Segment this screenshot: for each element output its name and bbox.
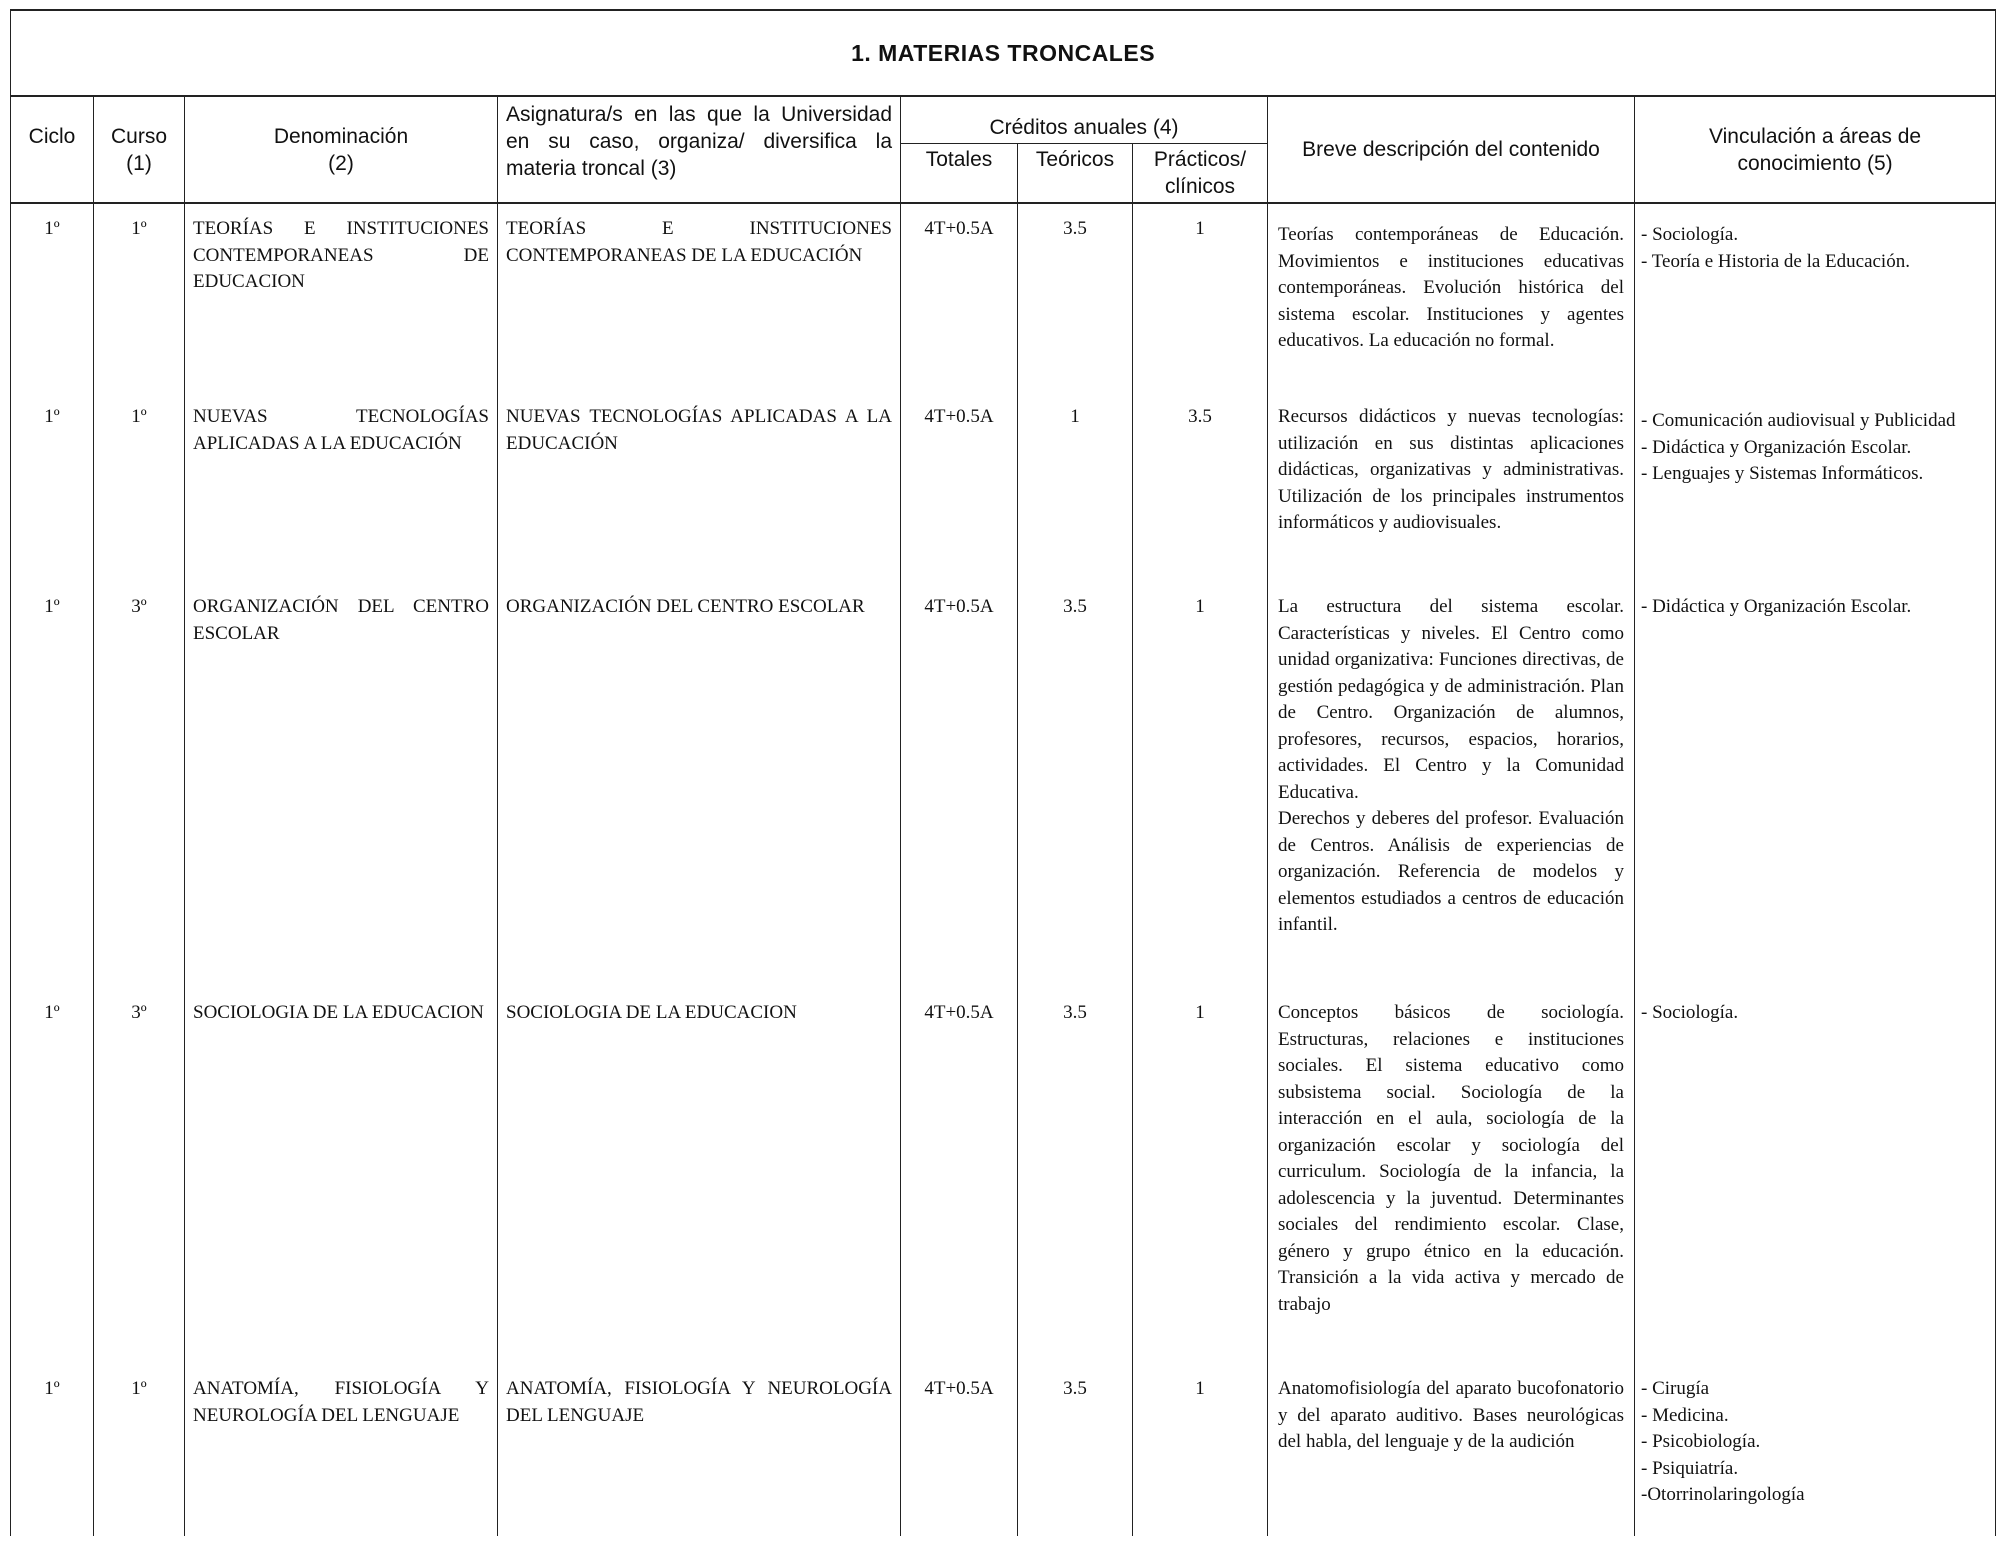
ciclo-cell: 1º [11,594,94,1000]
asignatura-cell: ANATOMÍA, FISIOLOGÍA Y NEUROLOGÍA DEL LENGUAJE [498,1376,901,1536]
descripcion-cell: Recursos didácticos y nuevas tecnologías: utilización en sus distintas aplicaciones didácticas, organizativas y administrativas. Utilización de los principales instrumentos informáticos y audiovisuales. [1268,404,1635,594]
header-vinculacion: Vinculación a áreas de conocimiento (5) [1635,96,1996,203]
vinculacion-cell [1635,594,1996,1000]
vinculacion-item: - Teoría e Historia de la Educación. [1641,250,1910,272]
vinculacion-item: - Sociología. [1641,224,1739,245]
vinculacion-cell [1635,1376,1996,1536]
vinculacion-item: -Otorrinolaringología [1641,1484,1805,1505]
practicos-cell: 1 [1133,594,1268,1000]
totales-cell: 4T+0.5A [901,404,1018,594]
denominacion-cell: TEORÍAS E INSTITUCIONES CONTEMPORANEAS DE EDUCACION [185,216,498,404]
vinculacion-item: - Medicina. [1641,1404,1729,1426]
asignatura-cell: NUEVAS TECNOLOGÍAS APLICADAS A LA EDUCACIÓN [498,404,901,594]
header-ciclo: Ciclo [11,96,94,203]
ciclo-cell: 1º [11,1000,94,1376]
totales-cell: 4T+0.5A [901,1376,1018,1536]
ciclo-cell: 1º [11,216,94,404]
table-row [11,594,1996,1000]
vinculacion-item: - Lenguajes y Sistemas Informáticos. [1641,463,1924,484]
header-denominacion [185,96,498,203]
header-curso [94,96,185,203]
denominacion-cell: ORGANIZACIÓN DEL CENTRO ESCOLAR [185,594,498,1000]
teoricos-cell: 3.5 [1018,216,1133,404]
teoricos-cell: 3.5 [1018,594,1133,1000]
header-totales: Totales [901,144,1018,204]
practicos-cell: 1 [1133,1376,1268,1536]
table-row [11,1000,1996,1376]
descripcion-paragraph: Derechos y deberes del profesor. Evaluación de Centros. Análisis de experiencias de organización. Referencia de modelos y elementos estudiados a centros de educación infantil. [1278,808,1624,935]
teoricos-cell: 1 [1018,404,1133,594]
asignatura-cell: ORGANIZACIÓN DEL CENTRO ESCOLAR [498,594,901,1000]
vinculacion-cell [1635,404,1996,594]
vinculacion-item: - Sociología. [1641,1002,1739,1023]
curso-cell: 3º [94,594,185,1000]
vinculacion-cell [1635,1000,1996,1376]
header-asignaturas: Asignatura/s en las que la Universidad en su caso, organiza/ diversifica la materia troncal (3) [498,96,901,203]
asignatura-cell: TEORÍAS E INSTITUCIONES CONTEMPORANEAS DE LA EDUCACIÓN [498,216,901,404]
teoricos-cell: 3.5 [1018,1376,1133,1536]
curso-cell: 1º [94,1376,185,1536]
asignatura-cell: SOCIOLOGIA DE LA EDUCACION [498,1000,901,1376]
header-row [11,96,1996,144]
descripcion-cell: Conceptos básicos de sociología. Estructuras, relaciones e instituciones sociales. El sistema educativo como subsistema social. Sociología de la interacción en el aula, sociología de la organización escolar y sociología del curriculum. Sociología de la infancia, la adolescencia y la juventud. Determinantes sociales del rendimiento escolar. Clase, género y grupo étnico en la educación. Transición a la vida activa y mercado de trabajo [1268,1000,1635,1376]
descripcion-cell [1268,594,1635,1000]
materias-troncales-table [10,9,1996,1536]
vinculacion-item: - Didáctica y Organización Escolar. [1641,596,1912,617]
vinculacion-item: - Comunicación audiovisual y Publicidad [1641,410,1956,431]
table-row [11,404,1996,594]
curso-cell: 1º [94,216,185,404]
table-row [11,216,1996,404]
practicos-cell: 3.5 [1133,404,1268,594]
denominacion-cell: ANATOMÍA, FISIOLOGÍA Y NEUROLOGÍA DEL LENGUAJE [185,1376,498,1536]
vinculacion-item: - Psicobiología. [1641,1431,1761,1452]
curso-cell: 3º [94,1000,185,1376]
denominacion-cell: NUEVAS TECNOLOGÍAS APLICADAS A LA EDUCACIÓN [185,404,498,594]
practicos-cell: 1 [1133,216,1268,404]
table-title: 1. MATERIAS TRONCALES [11,10,1996,96]
descripcion-cell: Teorías contemporáneas de Educación. Movimientos e instituciones educativas contemporáneas. Evolución histórica del sistema escolar. Instituciones y agentes educativos. La educación no formal. [1268,216,1635,404]
descripcion-paragraph: La estructura del sistema escolar. Características y niveles. El Centro como unidad organizativa: Funciones directivas, de gestión pedagógica y de administración. Plan de Centro. Organización de alumnos, profesores, recursos, espacios, horarios, actividades. El Centro y la Comunidad Educativa. [1278,596,1624,803]
ciclo-cell: 1º [11,1376,94,1536]
totales-cell: 4T+0.5A [901,216,1018,404]
curso-cell: 1º [94,404,185,594]
denominacion-cell: SOCIOLOGIA DE LA EDUCACION [185,1000,498,1376]
totales-cell: 4T+0.5A [901,594,1018,1000]
header-denominacion-note: (2) [328,152,354,175]
header-creditos: Créditos anuales (4) [901,96,1268,144]
document-page [10,9,1995,1549]
practicos-cell: 1 [1133,1000,1268,1376]
header-denominacion-label: Denominación [273,125,409,148]
teoricos-cell: 3.5 [1018,1000,1133,1376]
header-descripcion: Breve descripción del contenido [1268,96,1635,203]
vinculacion-item: - Didáctica y Organización Escolar. [1641,436,1912,458]
descripcion-cell: Anatomofisiología del aparato bucofonatorio y del aparato auditivo. Bases neurológicas del habla, del lenguaje y de la audición [1268,1376,1635,1536]
header-curso-note: (1) [126,152,152,175]
header-practicos: Prácticos/ clínicos [1133,144,1268,204]
header-teoricos: Teóricos [1018,144,1133,204]
vinculacion-item: - Psiquiatría. [1641,1457,1739,1479]
ciclo-cell: 1º [11,404,94,594]
header-curso-label: Curso [110,125,168,148]
vinculacion-item: - Cirugía [1641,1378,1710,1399]
table-row [11,1376,1996,1536]
vinculacion-cell [1635,216,1996,404]
totales-cell: 4T+0.5A [901,1000,1018,1376]
